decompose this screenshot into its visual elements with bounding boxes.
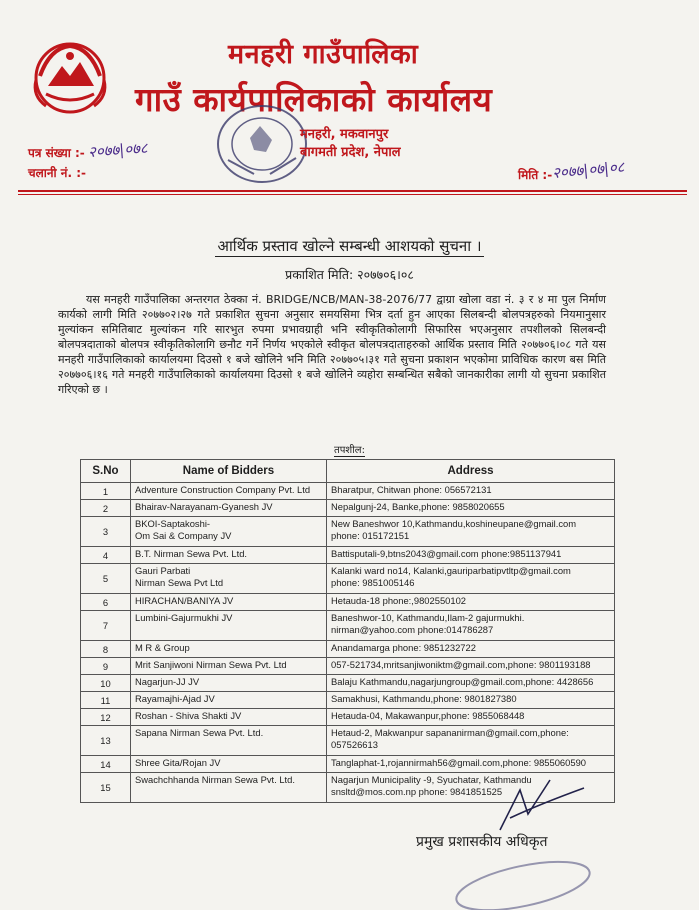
cell-sno: 11	[81, 692, 131, 709]
annex-label: तपशील:	[334, 445, 365, 456]
address-line: 057-521734,mritsanjiwoniktm@gmail.com,phone: 9801193188	[331, 659, 591, 670]
cell-address	[327, 547, 615, 564]
cell-address	[327, 641, 615, 658]
table-body	[81, 483, 615, 803]
address-line: Balaju Kathmandu,nagarjungroup@gmail.com,phone: 4428656	[331, 676, 594, 687]
cell-bidder-name	[131, 692, 327, 709]
bidder-name-line: Om Sai & Company JV	[135, 530, 232, 541]
table-row	[81, 611, 615, 641]
bidder-name-line: Nagarjun-JJ JV	[135, 676, 200, 687]
address-line: phone: 015172151	[331, 530, 410, 541]
municipality-name: मनहरी गाउँपालिका	[228, 39, 419, 70]
table-row	[81, 547, 615, 564]
notice-title-text: आर्थिक प्रस्ताव खोल्ने सम्बन्धी आशयको सुचना ।	[217, 237, 482, 255]
cell-sno: 12	[81, 709, 131, 726]
address-line: Tanglaphat-1,rojannirmah56@gmail.com,phone: 9855060590	[331, 757, 587, 768]
cell-address	[327, 500, 615, 517]
cell-sno: 8	[81, 641, 131, 658]
bidder-name-line: HIRACHAN/BANIYA JV	[135, 595, 234, 606]
bidder-name-line: M R & Group	[135, 642, 190, 653]
column-header-name: Name of Bidders	[131, 460, 327, 483]
table-row	[81, 500, 615, 517]
header-divider	[18, 190, 687, 192]
address-line: Anandamarga phone: 9851232722	[331, 642, 476, 653]
cell-sno: 3	[81, 517, 131, 547]
cell-address	[327, 726, 615, 756]
bidder-name-line: Gauri Parbati	[135, 565, 191, 576]
annex-heading	[0, 442, 699, 456]
office-stamp-icon	[214, 100, 310, 186]
cell-bidder-name	[131, 483, 327, 500]
cell-address	[327, 675, 615, 692]
cell-bidder-name	[131, 611, 327, 641]
bidder-name-line: B.T. Nirman Sewa Pvt. Ltd.	[135, 548, 248, 559]
table-row	[81, 675, 615, 692]
cell-bidder-name	[131, 726, 327, 756]
cell-bidder-name	[131, 517, 327, 547]
cell-sno: 4	[81, 547, 131, 564]
cell-bidder-name	[131, 773, 327, 803]
bidder-name-line: Sapana Nirman Sewa Pvt. Ltd.	[135, 727, 264, 738]
address-line: Baneshwor-10, Kathmandu,Ilam-2 gajurmukhi.	[331, 612, 525, 623]
table-row	[81, 658, 615, 675]
bidder-name-line: Swachchhanda Nirman Sewa Pvt. Ltd.	[135, 774, 295, 785]
table-row	[81, 594, 615, 611]
cell-address	[327, 483, 615, 500]
cell-bidder-name	[131, 658, 327, 675]
cell-bidder-name	[131, 594, 327, 611]
header-divider-thin	[18, 194, 687, 195]
cell-sno: 7	[81, 611, 131, 641]
cell-sno: 14	[81, 756, 131, 773]
cell-address	[327, 594, 615, 611]
cell-bidder-name	[131, 756, 327, 773]
office-name: गाउँ कार्यपालिकाको कार्यालय	[135, 80, 493, 119]
cell-sno: 10	[81, 675, 131, 692]
cell-bidder-name	[131, 709, 327, 726]
signature-stamp-icon	[448, 850, 598, 910]
address-line: 057526613	[331, 739, 378, 750]
address-line-1: मनहरी, मकवानपुर	[300, 127, 389, 142]
notice-body: यस मनहरी गाउँपालिका अन्तरगत ठेक्का नं. BRIDGE/NCB/MAN-38-2076/77 द्वाग्रा खोला वडा नं. ३ र ४ मा पुल निर्माण कार्यको लागी मिति २०७७०२।२७ गते प्रकाशित सुचना अनुसार समयसिमा भित्र दर्ता हुन आएका सिलबन्दी बोलपत्रहरुको नियमानुसार मुल्यांकन समितिबाट मुल्यांकन गरि सारभुत रुपमा प्रभावग्राही भनि स्वीकृतिकोलागी सिफारिस भएअनुसार तपशीलको सिलबन्दी बोलपत्रदाताको बोलपत्र स्वीकृतिकोलागि छनौट गर्ने निर्णय भएकोले स्वीकृत बोलपत्रदाताहरुको आर्थिक प्रस्ताव मिति २०७७०६।०८ गते यस मनहरी गाउँपालिकाको कार्यालयमा दिउसो १ बजे खोलिने भनि मिति २०७७०५।३१ गते सुचना प्रकाशन भएकोमा प्राविधिक कारण बस मिति २०७७०६।१६ गते मनहरी गाउँपालिकाको कार्यालयमा दिउसो १ बजे खोलिने व्यहोरा सम्बन्धित सबैको जानकारीका लागी यो सुचना प्रकाशित गरिएको छ ।	[58, 293, 606, 396]
table-row	[81, 517, 615, 547]
address-line: Hetauda-18 phone:,9802550102	[331, 595, 467, 606]
cell-sno: 9	[81, 658, 131, 675]
letter-number-label: पत्र संख्या :-	[28, 146, 85, 160]
address-line: Kalanki ward no14, Kalanki,gauriparbatipvtltp@gmail.com	[331, 565, 571, 576]
cell-address	[327, 709, 615, 726]
table-header-row	[81, 460, 615, 483]
address-line: phone: 9851005146	[331, 577, 415, 588]
cell-bidder-name	[131, 564, 327, 594]
address-line: Hetauda-04, Makawanpur,phone: 9855068448	[331, 710, 525, 721]
nepal-emblem-icon	[28, 36, 112, 118]
signatory-title: प्रमुख प्रशासकीय अधिकृत	[416, 834, 548, 850]
cell-bidder-name	[131, 547, 327, 564]
table-row	[81, 692, 615, 709]
letter-number-value: २०७७|०७८	[87, 138, 149, 162]
address-line: snsltd@mos.com.np phone: 9841851525	[331, 786, 503, 797]
cell-address	[327, 564, 615, 594]
bidder-name-line: Bhairav-Narayanam-Gyanesh JV	[135, 501, 273, 512]
address-line: Nepalgunj-24, Banke,phone: 9858020655	[331, 501, 505, 512]
date-value: २०७७|०७|०८	[551, 157, 626, 183]
bidder-name-line: Mrit Sanjiwoni Nirman Sewa Pvt. Ltd	[135, 659, 287, 670]
cell-sno: 5	[81, 564, 131, 594]
table-row	[81, 726, 615, 756]
table-row	[81, 641, 615, 658]
notice-title	[0, 236, 699, 256]
dispatch-number-label: चलानी नं. :-	[28, 166, 86, 180]
address-line: nirman@yahoo.com phone:014786287	[331, 624, 494, 635]
bidder-name-line: BKOI-Saptakoshi-	[135, 518, 211, 529]
bidder-name-line: Lumbini-Gajurmukhi JV	[135, 612, 233, 623]
bidder-name-line: Rayamajhi-Ajad JV	[135, 693, 215, 704]
cell-sno: 6	[81, 594, 131, 611]
cell-sno: 1	[81, 483, 131, 500]
cell-address	[327, 692, 615, 709]
address-line: Nagarjun Municipality -9, Syuchatar, Kathmandu	[331, 774, 532, 785]
table-row	[81, 564, 615, 594]
bidders-table	[80, 459, 615, 803]
cell-bidder-name	[131, 641, 327, 658]
bidder-name-line: Shree Gita/Rojan JV	[135, 757, 221, 768]
address-line: Samakhusi, Kathmandu,phone: 9801827380	[331, 693, 517, 704]
cell-address	[327, 611, 615, 641]
bidder-name-line: Nirman Sewa Pvt Ltd	[135, 577, 224, 588]
column-header-address: Address	[327, 460, 615, 483]
bidder-name-line: Adventure Construction Company Pvt. Ltd	[135, 484, 311, 495]
table-row	[81, 483, 615, 500]
cell-address	[327, 658, 615, 675]
cell-sno: 15	[81, 773, 131, 803]
cell-bidder-name	[131, 675, 327, 692]
cell-sno: 13	[81, 726, 131, 756]
table-row	[81, 709, 615, 726]
address-line: Hetaud-2, Makwanpur sapananirman@gmail.com,phone:	[331, 727, 569, 738]
address-line: New Baneshwor 10,Kathmandu,koshineupane@gmail.com	[331, 518, 577, 529]
cell-address	[327, 517, 615, 547]
handwritten-signature-icon	[480, 770, 590, 840]
address-line-2: बागमती प्रदेश, नेपाल	[300, 145, 401, 160]
address-line: Bharatpur, Chitwan phone: 056572131	[331, 484, 492, 495]
column-header-sno: S.No	[81, 460, 131, 483]
address-line: Battisputali-9,btns2043@gmail.com phone:9851137941	[331, 548, 562, 559]
published-date: प्रकाशित मिति: २०७७०६।०८	[285, 267, 414, 282]
cell-sno: 2	[81, 500, 131, 517]
date-label: मिति :-	[518, 168, 553, 182]
cell-bidder-name	[131, 500, 327, 517]
bidder-name-line: Roshan - Shiva Shakti JV	[135, 710, 242, 721]
